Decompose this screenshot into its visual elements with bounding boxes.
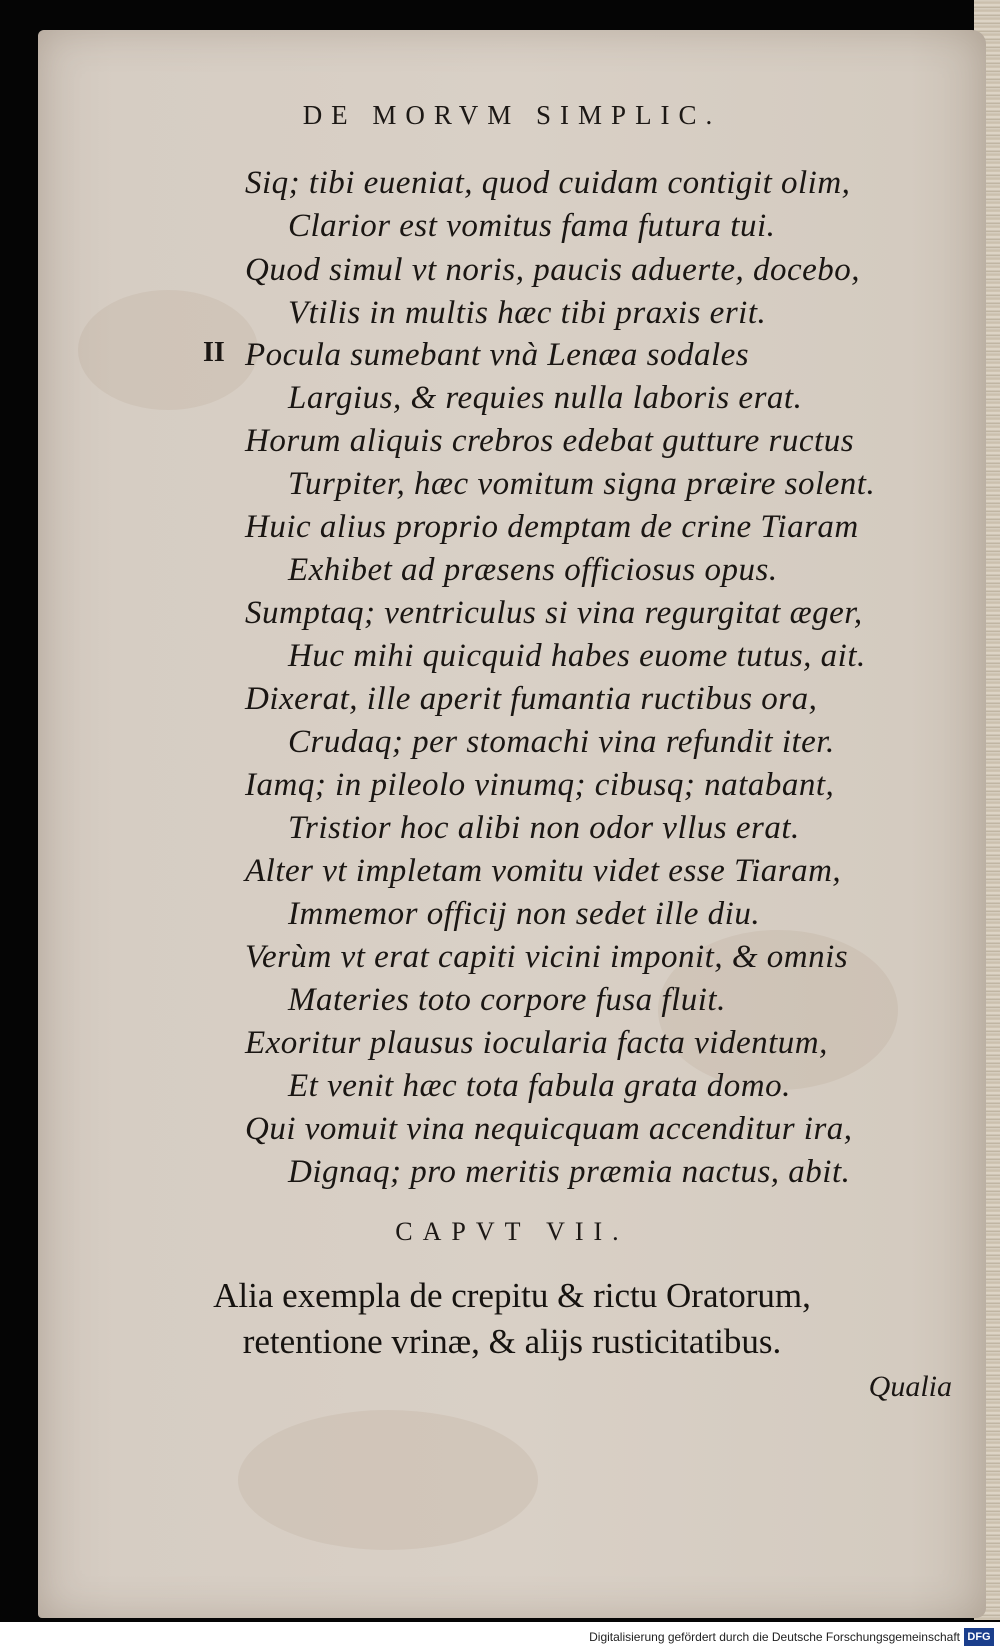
digitization-footer bbox=[0, 1622, 1000, 1650]
running-head: DE MORVM SIMPLIC. bbox=[302, 100, 722, 130]
verse-line: Verùm vt erat capiti vicini imponit, & omnis bbox=[245, 939, 849, 975]
verse-line: Pocula sumebant vnà Lenæa sodales bbox=[245, 337, 750, 373]
catchword: Qualia bbox=[868, 1370, 952, 1403]
chapter-heading: CAPVT VII. bbox=[395, 1217, 629, 1246]
dfg-logo: DFG bbox=[964, 1628, 994, 1646]
book-page bbox=[38, 30, 986, 1618]
verse-line: Exoritur plausus iocularia facta videntum, bbox=[245, 1025, 828, 1061]
verse-line: Clarior est vomitus fama futura tui. bbox=[288, 208, 776, 244]
verse-line: Dignaq; pro meritis præmia nactus, abit. bbox=[288, 1154, 851, 1190]
verse-line: Crudaq; per stomachi vina refundit iter. bbox=[288, 724, 835, 760]
verse-line: Et venit hæc tota fabula grata domo. bbox=[288, 1068, 791, 1104]
verse-line: Alter vt impletam vomitu videt esse Tiaram, bbox=[245, 853, 842, 889]
paper-stain bbox=[238, 1410, 538, 1550]
verse-line: Dixerat, ille aperit fumantia ructibus ora, bbox=[245, 681, 818, 717]
verse-line: Exhibet ad præsens officiosus opus. bbox=[288, 552, 778, 588]
verse-line: Qui vomuit vina nequicquam accenditur ira, bbox=[245, 1111, 853, 1147]
verse-line: Horum aliquis crebros edebat gutture ructus bbox=[245, 423, 855, 459]
verse-line: Siq; tibi eueniat, quod cuidam contigit olim, bbox=[245, 165, 851, 201]
funding-credit: Digitalisierung gefördert durch die Deutsche Forschungsgemeinschaft bbox=[589, 1630, 960, 1644]
verse-line: Largius, & requies nulla laboris erat. bbox=[288, 380, 803, 416]
margin-number: II bbox=[203, 337, 225, 368]
paper-stain bbox=[78, 290, 258, 410]
verse-line: Sumptaq; ventriculus si vina regurgitat æger, bbox=[245, 595, 863, 631]
chapter-title-line: Alia exempla de crepitu & rictu Oratorum, bbox=[213, 1276, 811, 1315]
verse-line: Quod simul vt noris, paucis aduerte, docebo, bbox=[245, 252, 861, 288]
verse-line: Immemor officij non sedet ille diu. bbox=[288, 896, 761, 932]
verse-line: Vtilis in multis hæc tibi praxis erit. bbox=[288, 295, 767, 331]
verse-line: Turpiter, hæc vomitum signa præire solent. bbox=[288, 466, 876, 502]
verse-line: Huc mihi quicquid habes euome tutus, ait. bbox=[288, 638, 866, 674]
verse-line: Tristior hoc alibi non odor vllus erat. bbox=[288, 810, 800, 846]
verse-line: Iamq; in pileolo vinumq; cibusq; natabant, bbox=[245, 767, 835, 803]
verse-line: Materies toto corpore fusa fluit. bbox=[288, 982, 726, 1018]
verse-line: Huic alius proprio demptam de crine Tiaram bbox=[245, 509, 859, 545]
chapter-title-line: retentione vrinæ, & alijs rusticitatibus. bbox=[242, 1322, 782, 1361]
